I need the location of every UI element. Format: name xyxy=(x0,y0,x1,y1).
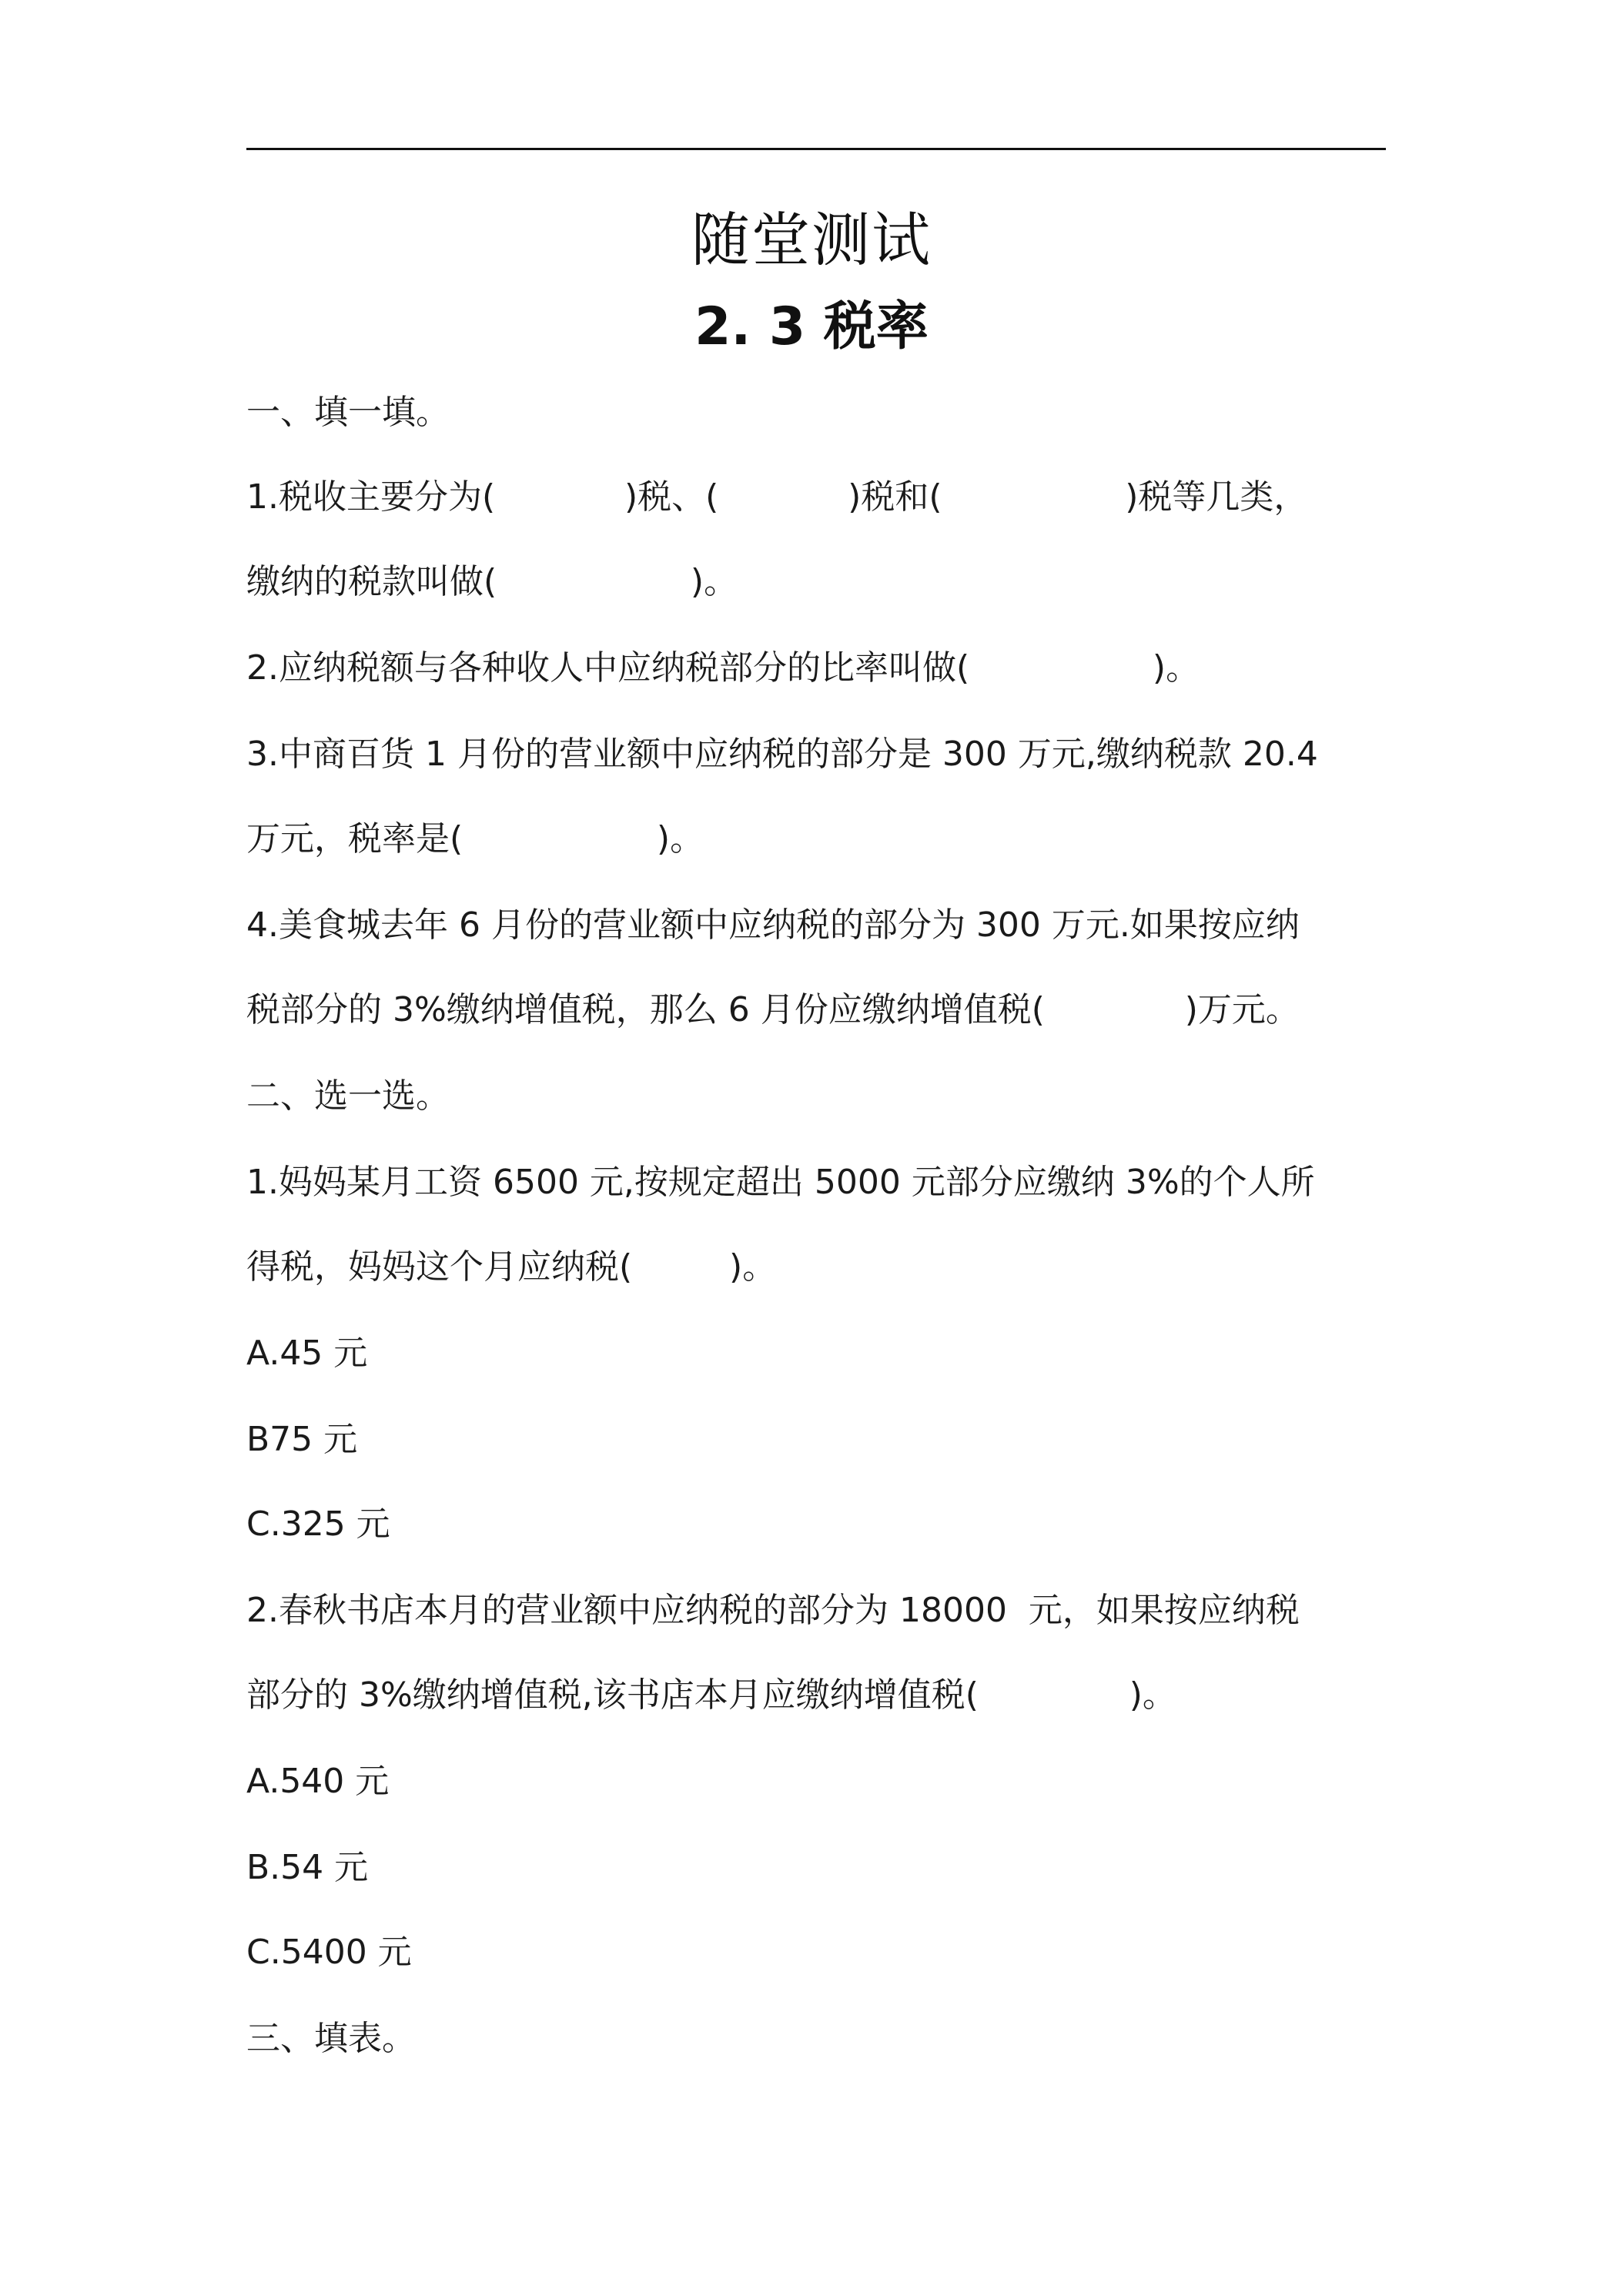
choice-question-2-line-1: 2.春秋书店本月的营业额中应纳税的部分为 18000 元，如果按应纳税 xyxy=(246,1591,1300,1630)
choice-question-2-option-b: B.54 元 xyxy=(246,1848,369,1887)
choice-question-1-line-1: 1.妈妈某月工资 6500 元,按规定超出 5000 元部分应缴纳 3%的个人所 xyxy=(246,1163,1315,1202)
fill-question-4-line-2: 税部分的 3%缴纳增值税，那么 6 月份应缴纳增值税( )万元。 xyxy=(246,990,1300,1029)
header-rule xyxy=(246,148,1386,150)
fill-question-1-line-2: 缴纳的税款叫做( )。 xyxy=(246,562,738,601)
choice-question-1-option-c: C.325 元 xyxy=(246,1504,390,1544)
fill-question-3-line-2: 万元，税率是( )。 xyxy=(246,819,704,858)
fill-question-3-line-1: 3.中商百货 1 月份的营业额中应纳税的部分是 300 万元,缴纳税款 20.4 xyxy=(246,735,1318,774)
section-heading-fill-table: 三、填表。 xyxy=(246,2019,416,2058)
choice-question-2-option-c: C.5400 元 xyxy=(246,1933,412,1972)
fill-question-4-line-1: 4.美食城去年 6 月份的营业额中应纳税的部分为 300 万元.如果按应纳 xyxy=(246,905,1300,945)
section-heading-multiple-choice: 二、选一选。 xyxy=(246,1076,450,1116)
lesson-title: 2. 3 税率 xyxy=(694,296,929,357)
page-title: 随堂测试 xyxy=(691,206,932,274)
fill-question-2: 2.应纳税额与各种收人中应纳税部分的比率叫做( )。 xyxy=(246,648,1200,688)
choice-question-2-line-2: 部分的 3%缴纳增值税,该书店本月应缴纳增值税( )。 xyxy=(246,1675,1176,1715)
choice-question-2-option-a: A.540 元 xyxy=(246,1762,390,1801)
choice-question-1-option-b: B75 元 xyxy=(246,1420,358,1459)
section-heading-fill-in: 一、填一填。 xyxy=(246,393,450,432)
fill-question-1-line-1: 1.税收主要分为( )税、( )税和( )税等几类， xyxy=(246,477,1308,517)
choice-question-1-line-2: 得税，妈妈这个月应纳税( )。 xyxy=(246,1247,777,1287)
choice-question-1-option-a: A.45 元 xyxy=(246,1334,368,1373)
